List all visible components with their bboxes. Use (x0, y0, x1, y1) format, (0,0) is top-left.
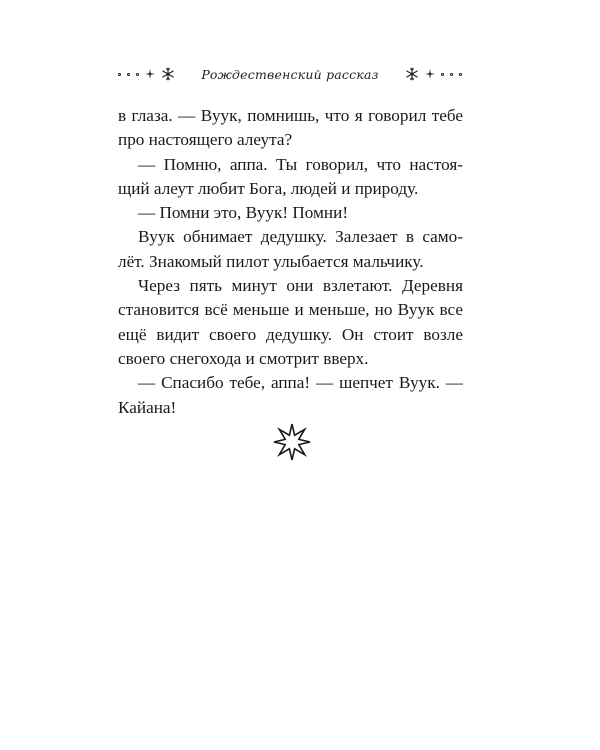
text-line: лёт. Знакомый пилот улыбается мальчику. (118, 251, 424, 271)
text-line: про настоящего алеута? (118, 130, 293, 150)
text-line: щий алеут любит Бога, людей и природу. (118, 178, 419, 198)
dot-icon (450, 73, 453, 76)
text-line: — Помни это, Вуук! Помни! (138, 203, 349, 223)
cross-icon (425, 69, 435, 79)
running-header-title: Рождественский рассказ (201, 66, 379, 82)
text-line: Кайана! (118, 397, 177, 417)
dot-icon (459, 73, 462, 76)
text-line: — Помню, аппа. Ты говорил, что настоя- (138, 154, 463, 174)
header-ornament-left (118, 67, 175, 81)
text-line: в глаза. — Вуук, помнишь, что я говорил тебе (118, 106, 463, 125)
star-ornament-icon (273, 423, 311, 461)
text-line: ещё видит своего дедушку. Он стоит возле (118, 324, 463, 344)
running-header (118, 62, 462, 86)
text-line: становится всё меньше и меньше, но Вуук все (118, 300, 463, 320)
text-line: — Спасибо тебе, аппа! — шепчет Вуук. — (138, 373, 463, 393)
dot-icon (127, 73, 130, 76)
header-ornament-right (405, 67, 462, 81)
body-text (118, 104, 463, 420)
text-line: своего снегохода и смотрит вверх. (118, 348, 369, 368)
dot-icon (441, 73, 444, 76)
dot-icon (136, 73, 139, 76)
snowflake-icon (405, 67, 419, 81)
snowflake-icon (161, 67, 175, 81)
cross-icon (145, 69, 155, 79)
dot-icon (118, 73, 121, 76)
text-line: Через пять минут они взлетают. Деревня (138, 276, 463, 296)
text-line: Вуук обнимает дедушку. Залезает в само- (138, 227, 463, 247)
